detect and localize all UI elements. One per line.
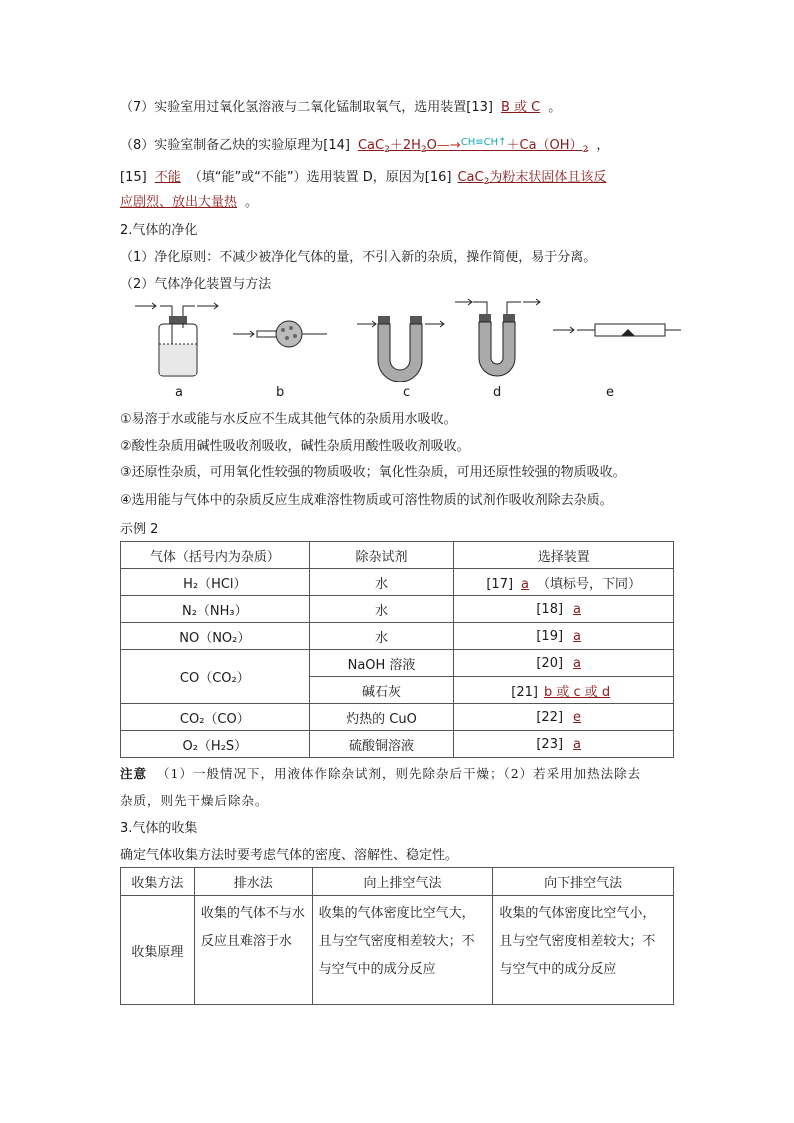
rule4: ④选用能与气体中的杂质反应生成难溶性物质或可溶性物质的试剂作吸收剂除去杂质。: [120, 493, 613, 508]
reagent-cell: NaOH 溶液: [309, 650, 454, 677]
table-row: [121, 596, 674, 623]
glass-tube-e-icon: [553, 324, 681, 336]
device-cell: [21] b 或 c 或 d: [454, 677, 674, 704]
purification-table: [120, 541, 674, 758]
label-e: e: [606, 385, 614, 400]
reagent-cell: 水: [309, 623, 454, 650]
q16-answer-cont: 应剧烈、放出大量热: [120, 195, 238, 210]
q8-line: [120, 134, 609, 153]
row-label: 收集原理: [121, 896, 195, 1005]
reagent-cell: 灼热的 CuO: [309, 704, 454, 731]
reagent-cell: 水: [309, 596, 454, 623]
rule1: ①易溶于水或能与水反应不生成其他气体的杂质用水吸收。: [120, 412, 457, 427]
water-principle: 收集的气体不与水反应且难溶于水: [194, 896, 312, 1005]
q8-text: （8）实验室制备乙炔的实验原理为[14]: [120, 138, 350, 153]
section3-p1: 确定气体收集方法时要考虑气体的密度、溶解性、稳定性。: [120, 848, 459, 863]
gas-cell: N₂（NH₃）: [121, 596, 310, 623]
section2-title: 2.气体的净化: [120, 223, 198, 238]
q8b-line: [120, 166, 606, 185]
gas-cell: CO（CO₂）: [121, 650, 310, 704]
q8-product1: CH≡CH↑: [460, 137, 507, 148]
u-tube-d-icon: [455, 299, 540, 376]
table-row: [121, 896, 674, 1005]
table-row: [121, 569, 674, 596]
device-cell: [23] a: [454, 731, 674, 758]
note-label: 注意: [120, 766, 148, 781]
label-c: c: [403, 385, 411, 400]
wash-bottle-icon: [135, 303, 218, 376]
header-device: 选择装置: [454, 542, 674, 569]
section2-p1: （1）净化原则：不减少被净化气体的量，不引入新的杂质，操作简便，易于分离。: [120, 250, 597, 265]
drying-tube-icon: [233, 321, 327, 347]
q16-answer: CaC$_2$为粉末状固体且该反: [457, 170, 607, 187]
table-header-row: [121, 542, 674, 569]
label-b: b: [276, 385, 285, 400]
q15-answer: 不能: [154, 170, 181, 185]
q8b-mid: （填“能”或“不能”）选用装置 D，原因为[16]: [188, 170, 452, 185]
q7-answer: B 或 C: [500, 100, 541, 115]
q15-num: [15]: [120, 170, 147, 185]
collection-table: [120, 867, 674, 1005]
rule2: ②酸性杂质用碱性吸收剂吸收，碱性杂质用酸性吸收剂吸收。: [120, 439, 470, 454]
q8b-end: 。: [245, 195, 259, 210]
label-a: a: [175, 385, 183, 400]
header-gas: 气体（括号内为杂质）: [121, 542, 310, 569]
header-downward: 向下排空气法: [493, 868, 674, 896]
q7-text: （7）实验室用过氧化氢溶液与二氧化锰制取氧气，选用装置[13]: [120, 100, 493, 115]
q8-end: ，: [596, 138, 610, 153]
gas-cell: H₂（HCl）: [121, 569, 310, 596]
q7-line: [120, 96, 561, 115]
reagent-cell: 水: [309, 569, 454, 596]
u-tube-c-icon: [357, 316, 444, 382]
gas-cell: CO₂（CO）: [121, 704, 310, 731]
gas-cell: NO（NO₂）: [121, 623, 310, 650]
reagent-cell: 碱石灰: [309, 677, 454, 704]
header-reagent: 除杂试剂: [309, 542, 454, 569]
label-d: d: [493, 385, 502, 400]
table-row: [121, 731, 674, 758]
header-method: 收集方法: [121, 868, 195, 896]
q8-equation: $CaC_2+2H_2O—\to^{CH\equiv CH↑}+Ca(OH)_2$: [357, 137, 589, 155]
section3-title: 3.气体的收集: [120, 821, 198, 836]
q7-end: 。: [548, 100, 562, 115]
device-cell: [22] e: [454, 704, 674, 731]
header-upward: 向上排空气法: [312, 868, 493, 896]
q8b-line2: [120, 191, 258, 210]
device-cell: [20] a: [454, 650, 674, 677]
section2-p2: （2）气体净化装置与方法: [120, 277, 272, 292]
table-header-row: [121, 868, 674, 896]
table-row: [121, 704, 674, 731]
upward-principle: 收集的气体密度比空气大，且与空气密度相差较大；不与空气中的成分反应: [312, 896, 493, 1005]
table-row: [121, 650, 674, 677]
downward-principle: 收集的气体密度比空气小，且与空气密度相差较大；不与空气中的成分反应: [493, 896, 674, 1005]
device-cell: [18] a: [454, 596, 674, 623]
rule3: ③还原性杂质，可用氧化性较强的物质吸收；氧化性杂质，可用还原性较强的物质吸收。: [120, 465, 626, 480]
reaction-arrow-icon: —→: [436, 138, 461, 153]
note-line1: [120, 764, 641, 782]
table-row: [121, 623, 674, 650]
note-line2: 杂质，则先干燥后除杂。: [120, 793, 269, 808]
reagent-cell: 硫酸铜溶液: [309, 731, 454, 758]
example-label: 示例 2: [120, 522, 159, 537]
purification-apparatus-figure: [125, 298, 685, 382]
device-cell: [19] a: [454, 623, 674, 650]
header-water: 排水法: [194, 868, 312, 896]
device-cell: [17] a （填标号，下同）: [454, 569, 674, 596]
gas-cell: O₂（H₂S）: [121, 731, 310, 758]
note-text1: （1）一般情况下，用液体作除杂试剂，则先除杂后干燥；（2）若采用加热法除去: [157, 766, 642, 781]
